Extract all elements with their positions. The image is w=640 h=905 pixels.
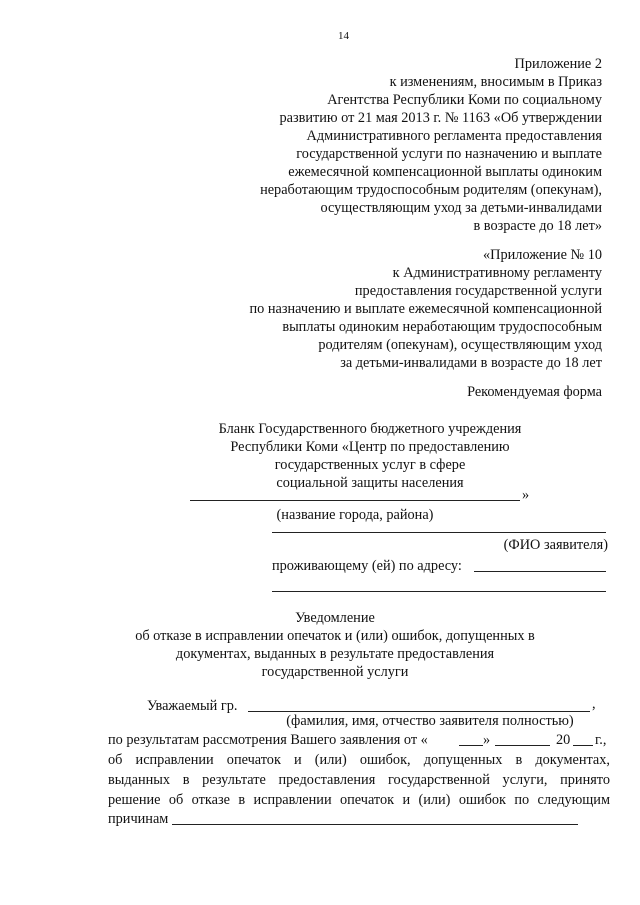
appendix10-line-5: выплаты одиноким неработающим трудоспособным	[282, 319, 602, 335]
greeting-comma: ,	[592, 696, 596, 712]
appendix2-line-3: Агентства Республики Коми по социальному	[327, 92, 602, 108]
address-underline-1	[474, 571, 606, 572]
name-caption: (фамилия, имя, отчество заявителя полностью)	[286, 713, 574, 729]
appendix2-line-5: Административного регламента предоставления	[306, 128, 602, 144]
appendix2-line-1: Приложение 2	[514, 56, 602, 72]
appendix10-line-1: «Приложение № 10	[483, 247, 602, 263]
notice-subtitle-line-1: об отказе в исправлении опечаток и (или) ошибок, допущенных в	[135, 628, 535, 644]
appendix2-line-6: государственной услуги по назначению и выплате	[296, 146, 602, 162]
appendix2-line-4: развитию от 21 мая 2013 г. № 1163 «Об утверждении	[279, 110, 602, 126]
notice-subtitle-line-2: документах, выданных в результате предоставления	[175, 646, 495, 662]
fio-caption: (ФИО заявителя)	[503, 537, 608, 553]
appendix10-line-6: родителям (опекунам), осуществляющим уход	[318, 337, 602, 353]
appendix2-line-7: ежемесячной компенсационной выплаты одиноким	[288, 164, 602, 180]
paragraph-line-5: причинам	[108, 811, 169, 827]
paragraph-line-1-end: г.,	[595, 732, 607, 748]
letterhead-line-1: Бланк Государственного бюджетного учреждения	[218, 421, 522, 437]
day-blank	[459, 745, 483, 746]
paragraph-line-3: выданных в результате предоставления государственной услуги, принято	[108, 772, 610, 788]
closing-quote: »	[522, 487, 530, 503]
greeting-label: Уважаемый гр.	[147, 698, 238, 714]
page-number: 14	[338, 30, 349, 42]
notice-title: Уведомление	[295, 610, 375, 626]
appendix2-line-8: неработающим трудоспособным родителям (опекунам),	[260, 182, 602, 198]
paragraph-line-1-start: по результатам рассмотрения Вашего заявления от «	[108, 732, 428, 748]
appendix10-line-3: предоставления государственной услуги	[354, 283, 602, 299]
city-name-underline	[190, 500, 520, 501]
year-blank	[573, 745, 593, 746]
recommended-form-label: Рекомендуемая форма	[467, 384, 602, 400]
letterhead-line-3: государственных услуг в сфере	[274, 457, 466, 473]
appendix10-line-4: по назначению и выплате ежемесячной компенсационной	[249, 301, 602, 317]
letterhead-line-2: Республики Коми «Центр по предоставлению	[230, 439, 510, 455]
appendix2-line-9: осуществляющим уход за детьми-инвалидами	[320, 200, 602, 216]
notice-subtitle-line-3: государственной услуги	[261, 664, 409, 680]
appendix10-line-2: к Административному регламенту	[392, 265, 602, 281]
address-underline-2	[272, 591, 606, 592]
appendix10-line-7: за детьми-инвалидами в возрасте до 18 лет	[340, 355, 602, 371]
appendix2-line-2: к изменениям, вносимым в Приказ	[389, 74, 602, 90]
fio-underline	[272, 532, 606, 533]
reasons-underline	[172, 824, 578, 825]
address-label: проживающему (ей) по адресу:	[272, 558, 462, 574]
letterhead-line-4: социальной защиты населения	[276, 475, 464, 491]
paragraph-line-1-year: 20	[556, 732, 571, 748]
paragraph-line-1-quote: »	[483, 732, 491, 748]
appendix2-line-10: в возрасте до 18 лет»	[473, 218, 602, 234]
month-blank	[495, 745, 550, 746]
paragraph-line-2: об исправлении опечаток и (или) ошибок, допущенных в документах,	[108, 752, 610, 768]
paragraph-line-4: решение об отказе в исправлении опечаток и (или) ошибок по следующим	[108, 792, 610, 808]
city-caption: (название города, района)	[276, 507, 434, 523]
